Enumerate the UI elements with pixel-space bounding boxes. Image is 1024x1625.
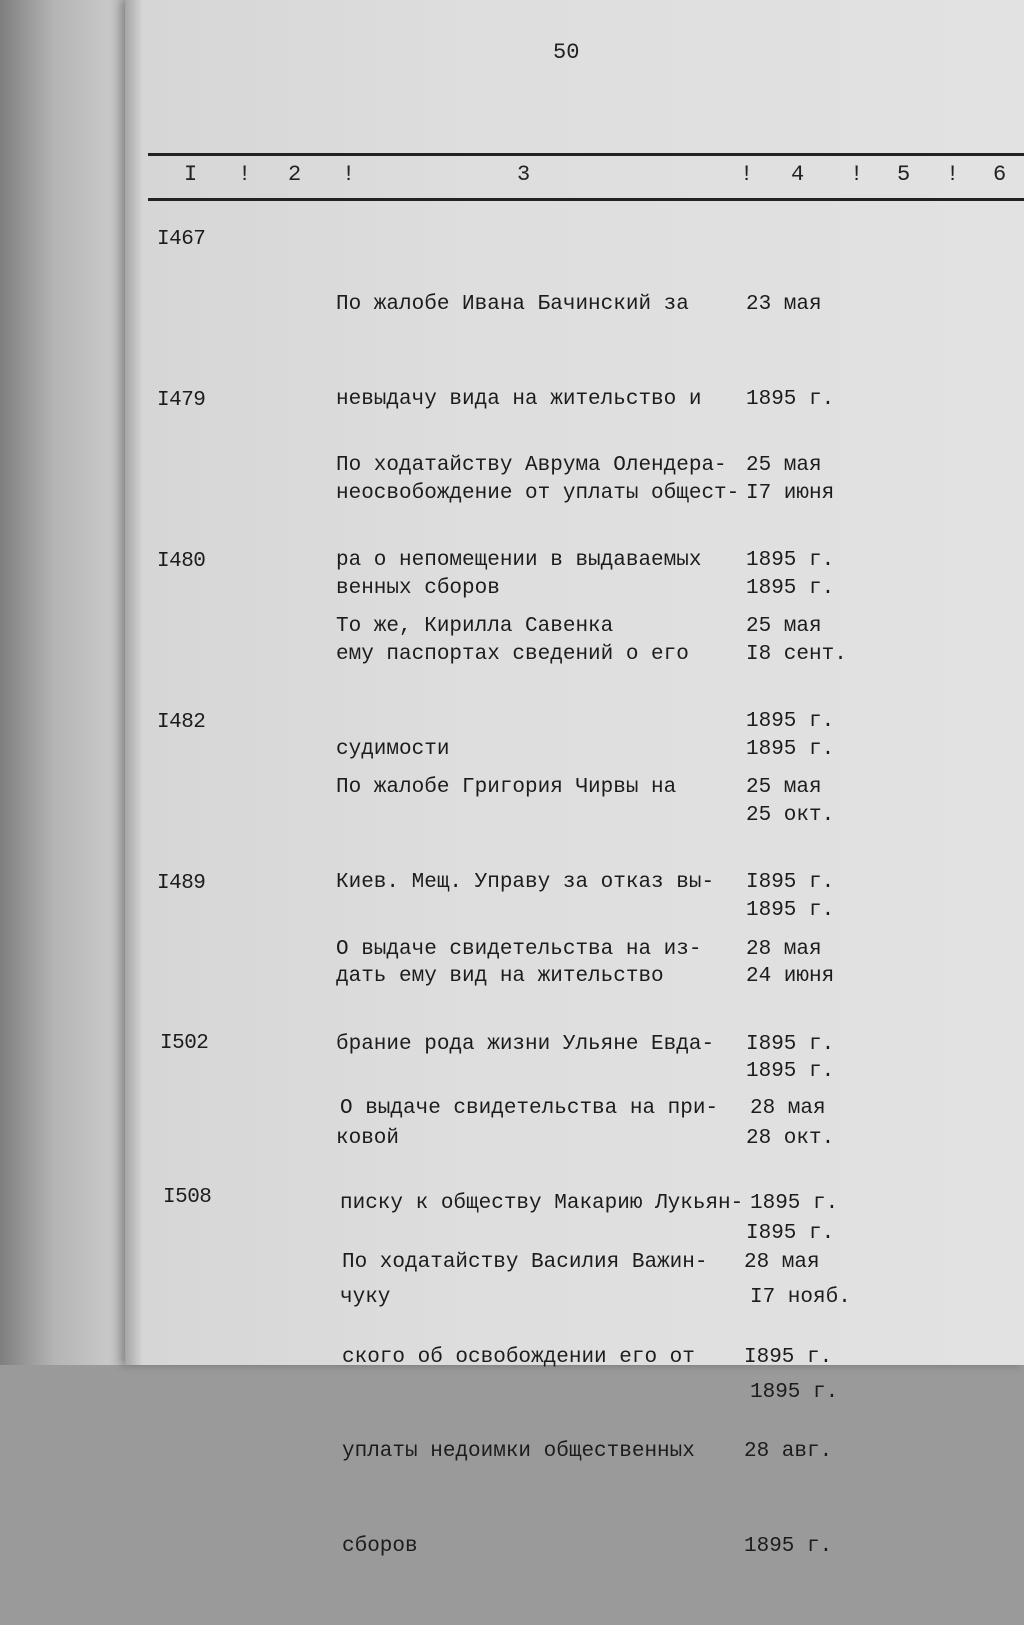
date-line: 1895 г. — [746, 1059, 835, 1083]
date-line: 1895 г. — [750, 1191, 839, 1215]
description-line: сборов — [342, 1534, 418, 1558]
column-header-2: 2 — [288, 162, 302, 187]
entry-description — [342, 1184, 762, 1625]
header-rule-top — [148, 153, 1024, 156]
description-line: ского об освобождении его от — [342, 1345, 695, 1369]
description-line: О выдаче свидетельства на при- — [340, 1097, 719, 1120]
entry-description — [336, 548, 756, 706]
description-line: невыдачу вида на жительство и — [336, 387, 702, 411]
description-line: венных сборов — [336, 576, 500, 600]
description-line: брание рода жизни Ульяне Евда- — [336, 1032, 715, 1056]
column-header-5: 5 — [897, 162, 911, 187]
date-line: 28 мая — [744, 1251, 820, 1274]
entry-number: I508 — [163, 1186, 212, 1209]
date-line: 28 авг. — [744, 1440, 833, 1463]
date-line: 28 мая — [750, 1097, 826, 1120]
column-header-3: 3 — [517, 162, 531, 187]
column-header-6: 6 — [993, 162, 1007, 187]
date-line: 25 мая — [746, 776, 822, 799]
description-line: ра о непомещении в выдаваемых — [336, 548, 702, 572]
date-line: 28 окт. — [746, 1127, 835, 1150]
entry-dates — [744, 1184, 884, 1625]
date-line: 1895 г. — [746, 387, 835, 411]
date-line: I7 нояб. — [750, 1286, 851, 1309]
date-line: I895 г. — [746, 870, 835, 894]
column-separator: ! — [850, 162, 864, 187]
description-line: неосвобождение от уплаты общест- — [336, 482, 740, 505]
description-line: писку к обществу Макарию Лукьян- — [340, 1191, 744, 1215]
column-separator: ! — [342, 162, 356, 187]
date-line: 1895 г. — [746, 898, 835, 922]
description-line: По ходатайству Аврума Олендера- — [336, 454, 727, 477]
date-line: 1895 г. — [746, 576, 835, 600]
date-line: 1895 г. — [746, 548, 835, 572]
entry-number: I502 — [160, 1032, 209, 1055]
description-line: По жалобе Григория Чирвы на — [336, 776, 677, 799]
column-separator: ! — [238, 162, 252, 187]
description-line: дать ему вид на жительство — [336, 965, 664, 988]
date-line: 1895 г. — [744, 1534, 833, 1558]
date-line: 1895 г. — [746, 737, 835, 761]
description-line: По жалобе Ивана Бачинский за — [336, 293, 689, 316]
page-number: 50 — [553, 40, 580, 65]
description-line: ему паспортах сведений о его — [336, 643, 689, 666]
entry-number: I482 — [157, 711, 206, 734]
date-line: 25 мая — [746, 615, 822, 638]
date-line: I8 сент. — [746, 643, 847, 666]
date-line: 23 мая — [746, 293, 822, 316]
description-line: То же, Кирилла Савенка — [336, 615, 614, 638]
description-line: чуку — [340, 1286, 391, 1309]
date-line: 25 окт. — [746, 804, 835, 827]
description-line: Киев. Мещ. Управу за отказ вы- — [336, 870, 715, 894]
description-line: По ходатайству Василия Важин- — [342, 1251, 708, 1274]
column-separator: ! — [740, 162, 754, 187]
column-header-1: I — [184, 162, 198, 187]
date-line: 28 мая — [746, 938, 822, 961]
date-line: I895 г. — [746, 1032, 835, 1056]
column-separator: ! — [946, 162, 960, 187]
date-line: I7 июня — [746, 482, 835, 505]
column-header-4: 4 — [791, 162, 805, 187]
left-page-edge — [0, 0, 135, 1365]
entry-number: I479 — [157, 389, 206, 412]
entry-number: I480 — [157, 550, 206, 573]
date-line: 24 июня — [746, 965, 835, 988]
date-line: I895 г. — [746, 1221, 835, 1245]
description-line: ковой — [336, 1127, 400, 1150]
entry-number: I467 — [157, 228, 206, 251]
date-line: 25 мая — [746, 454, 822, 477]
header-rule-bottom — [148, 198, 1024, 201]
date-line: 1895 г. — [746, 709, 835, 733]
description-line: уплаты недоимки общественных — [342, 1440, 695, 1463]
entry-number: I489 — [157, 872, 206, 895]
description-line: О выдаче свидетельства на из- — [336, 938, 702, 961]
description-line: судимости — [336, 737, 450, 761]
date-line: 1895 г. — [750, 1380, 839, 1404]
date-line: I895 г. — [744, 1345, 833, 1369]
